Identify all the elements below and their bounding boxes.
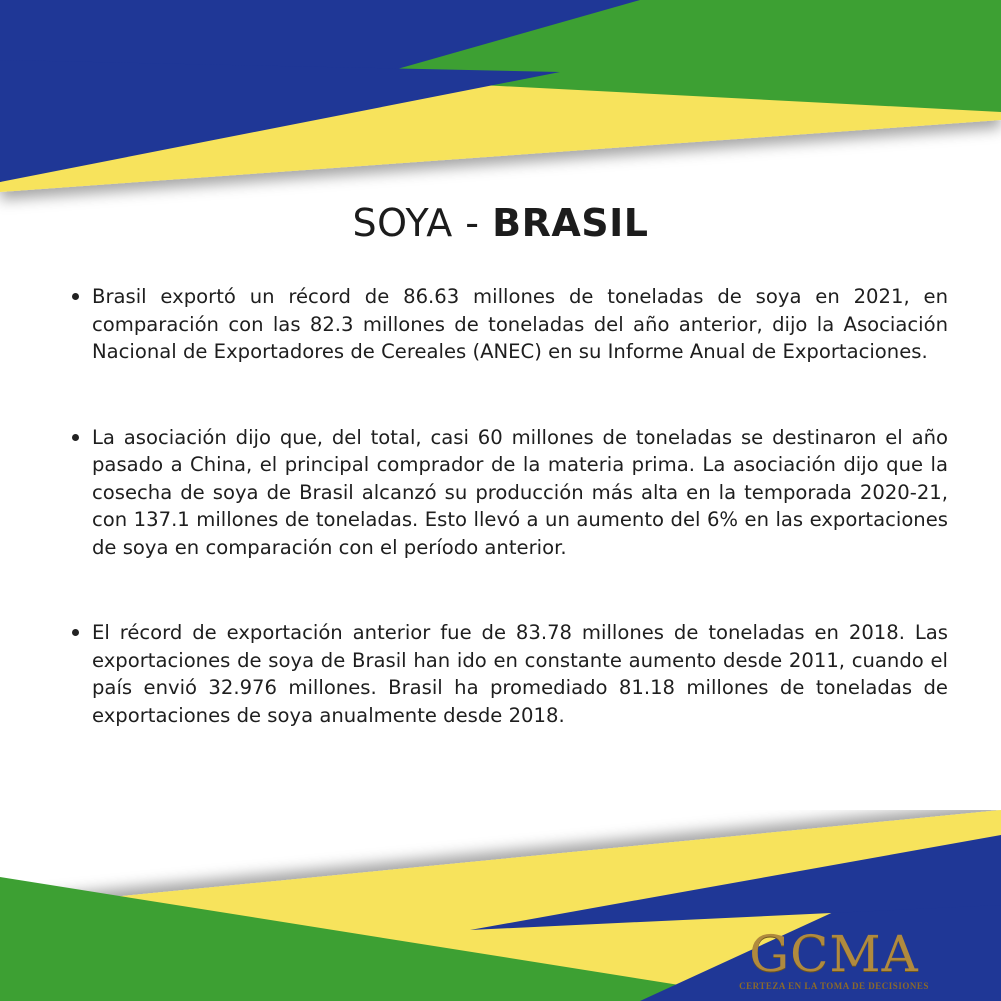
page-title xyxy=(0,200,1001,246)
list-item xyxy=(70,619,948,729)
bullet-list xyxy=(70,283,948,729)
logo-tagline: CERTEZA EN LA TOMA DE DECISIONES xyxy=(739,981,929,991)
gcma-logo xyxy=(734,925,934,992)
bullet-icon xyxy=(72,293,79,300)
bullet-icon xyxy=(72,629,79,636)
bullet-text: El récord de exportación anterior fue de 83.78 millones de toneladas en 2018. Las exportaciones de soya de Brasil han ido en constante aumento desde 2011, cuando el país envió 32.976 millones. Brasil ha promediado 81.18 millones de toneladas de exportaciones de soya anualmente desde 2018. xyxy=(92,621,948,727)
bullet-icon xyxy=(72,434,79,441)
title-bold: BRASIL xyxy=(492,201,649,245)
title-light: SOYA - xyxy=(352,201,493,245)
bullet-text: Brasil exportó un récord de 86.63 millones de toneladas de soya en 2021, en comparación con las 82.3 millones de toneladas del año anterior, dijo la Asociación Nacional de Exportadores de Cereales (ANEC) en su Informe Anual de Exportaciones. xyxy=(92,285,948,363)
logo-mark: GCMA xyxy=(749,925,919,983)
list-item xyxy=(70,283,948,366)
list-item xyxy=(70,424,948,562)
bullet-text: La asociación dijo que, del total, casi 60 millones de toneladas se destinaron el año pasado a China, el principal comprador de la materia prima. La asociación dijo que la cosecha de soya de Brasil alcanzó su producción más alta en la temporada 2020-21, con 137.1 millones de toneladas. Esto llevó a un aumento del 6% en las exportaciones de soya en comparación con el período anterior. xyxy=(92,425,948,559)
